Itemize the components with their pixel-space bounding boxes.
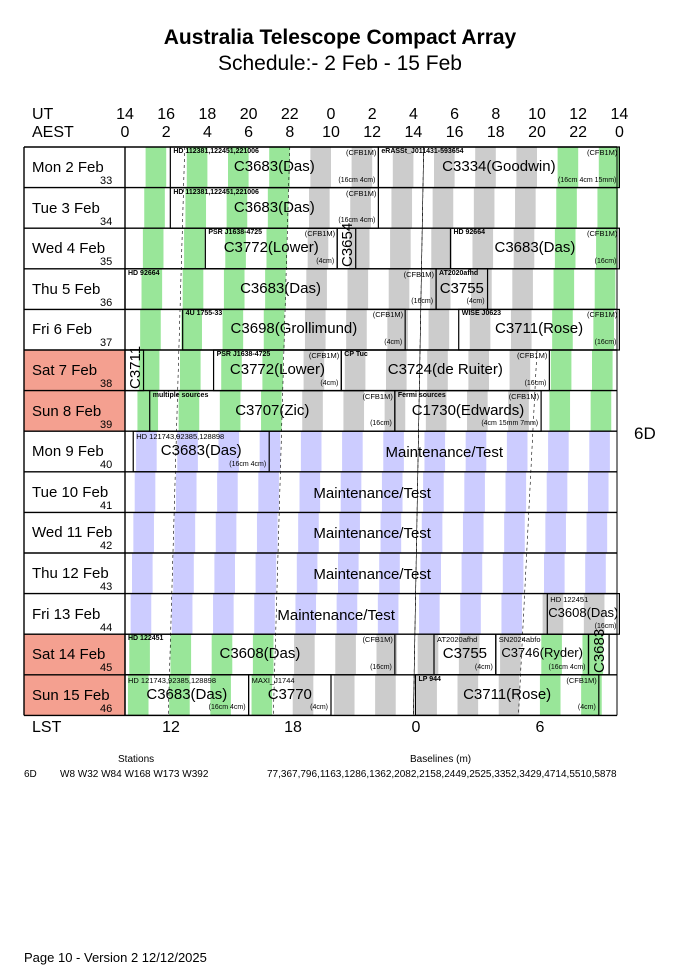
ut-tick: 4 (408, 106, 418, 123)
day-label: Wed 11 Feb (32, 524, 113, 542)
lst-stripe (334, 675, 355, 716)
source-label: HD 112381,122451,221006 (173, 188, 259, 196)
day-number: 38 (100, 378, 113, 390)
day-number: 33 (100, 175, 113, 187)
ut-tick: 2 (367, 106, 377, 123)
project-label: C3770 (267, 685, 312, 703)
page-subtitle: Schedule:- 2 Feb - 15 Feb (218, 52, 462, 75)
source-label: HD 92664 (128, 269, 160, 277)
ut-tick: 0 (326, 106, 336, 123)
config-stations: W8 W32 W84 W168 W173 W392 (60, 769, 209, 780)
aest-tick: 0 (614, 124, 624, 141)
ut-tick: 22 (280, 106, 299, 123)
project-label: C3683(Das) (494, 239, 576, 257)
source-label: Fermi sources (397, 391, 446, 399)
lst-stripe (549, 391, 570, 432)
ut-tick: 8 (491, 106, 501, 123)
band-label: (16cm) (524, 379, 547, 387)
lst-stripe (144, 188, 165, 229)
lst-stripe (554, 269, 575, 310)
lst-tick: 12 (162, 719, 180, 736)
day-label: Sun 15 Feb (32, 686, 110, 704)
project-label: Maintenance/Test (313, 566, 431, 583)
lst-axis-label: LST (32, 719, 62, 736)
source-label: PSR J1638-4725 (216, 351, 271, 358)
aest-tick: 16 (445, 124, 464, 141)
band-label: (16cm) (594, 339, 617, 346)
lst-stripe (591, 391, 612, 432)
project-label: C3683(Das) (233, 198, 315, 216)
aest-tick: 4 (202, 124, 212, 141)
project-label: C3711(Rose) (495, 320, 584, 338)
lst-stripe (595, 269, 616, 310)
lst-stripe (140, 309, 161, 350)
band-label: (16cm 4cm) (208, 704, 246, 712)
project-label: Maintenance/Test (277, 606, 395, 624)
aest-tick: 20 (528, 124, 546, 141)
project-label: C3755 (442, 645, 487, 663)
source-label: WISE J0623 (461, 310, 502, 318)
stations-heading: Stations (118, 754, 155, 765)
day-label: Sun 8 Feb (32, 402, 102, 420)
project-label: Maintenance/Test (313, 525, 431, 543)
project-label: Maintenance/Test (385, 444, 504, 462)
band-label: (4cm) (316, 257, 335, 265)
day-number: 35 (100, 256, 113, 269)
project-label: C3711(Rose) (463, 685, 552, 703)
correlator-config: (CFB1M) (516, 351, 548, 360)
source-label: CP Tuc (344, 351, 368, 358)
band-label: (16cm) (594, 257, 617, 265)
aest-tick: 18 (486, 124, 505, 141)
band-label: (16cm 4cm 15mm) (558, 176, 617, 184)
correlator-config: (CFB1M) (362, 391, 393, 401)
project-label-vertical: C3654 (339, 222, 357, 267)
lst-stripe (515, 188, 536, 229)
baselines-heading: Baselines (m) (410, 754, 472, 765)
project-label: Maintenance/Test (313, 484, 431, 502)
project-label: C3683(Das) (160, 442, 242, 460)
config-name: 6D (24, 769, 37, 780)
project-label: C3698(Grollimund) (230, 320, 358, 338)
ut-tick: 16 (157, 106, 176, 123)
day-label: Wed 4 Feb (32, 240, 106, 258)
project-label: C3772(Lower) (229, 361, 325, 378)
band-label: (16cm 4cm) (548, 663, 586, 671)
project-label: C3683(Das) (233, 158, 315, 175)
source-label: eRASSt_J011431-593654 (381, 148, 464, 155)
day-label: Mon 9 Feb (32, 443, 104, 461)
project-label: C3334(Goodwin) (442, 158, 556, 175)
correlator-config: (CFB1M) (508, 391, 540, 401)
project-label: C3755 (439, 279, 484, 297)
project-label: C3608(Das) (548, 604, 619, 620)
source-label: HD 122451 (128, 635, 164, 643)
lst-stripe (146, 147, 167, 188)
day-number: 40 (100, 459, 113, 472)
day-label: Fri 6 Feb (32, 321, 93, 339)
day-number: 44 (100, 621, 113, 634)
correlator-config: (CFB1M) (308, 351, 340, 360)
source-label: AT2020afhd (437, 635, 478, 645)
day-label: Tue 10 Feb (32, 483, 109, 501)
aest-tick: 0 (120, 124, 130, 141)
lst-stripe (551, 350, 572, 391)
aest-tick: 6 (244, 124, 254, 141)
source-label: PSR J1638-4725 (208, 229, 263, 237)
aest-tick: 10 (322, 124, 340, 141)
lst-tick: 0 (411, 719, 421, 736)
lst-stripe (375, 675, 396, 716)
ut-tick: 6 (450, 106, 460, 123)
lst-stripe (592, 350, 613, 391)
day-label: Fri 13 Feb (32, 605, 101, 623)
day-number: 43 (100, 581, 113, 593)
page-footer: Page 10 - Version 2 12/12/2025 (24, 950, 207, 965)
source-label: LP 944 (418, 675, 441, 683)
source-label: 4U 1755-33 (185, 310, 223, 318)
day-number: 36 (100, 296, 113, 309)
lst-stripe (597, 188, 618, 229)
lst-stripe (391, 188, 412, 229)
band-label: (4cm) (310, 704, 328, 712)
lst-stripe (390, 228, 411, 269)
page-title: Australia Telescope Compact Array (163, 26, 517, 49)
band-label: (16cm 4cm) (338, 217, 376, 225)
band-label: (16cm) (370, 663, 392, 671)
band-label: (4cm) (384, 339, 403, 346)
day-label: Sat 14 Feb (32, 646, 106, 664)
correlator-config: (CFB1M) (586, 310, 618, 320)
source-label: HD 121743,92385,128898 (136, 432, 225, 442)
ut-tick: 10 (528, 106, 546, 123)
correlator-config: (CFB1M) (304, 229, 336, 239)
band-label: (4cm) (577, 704, 596, 712)
source-label: HD 121743,92385,128898 (128, 675, 216, 685)
band-label: (16cm) (370, 420, 392, 428)
aest-tick: 12 (363, 124, 382, 141)
source-label: SN2024abfo (498, 635, 541, 645)
project-label: C3772(Lower) (223, 239, 319, 257)
lst-stripe (433, 188, 454, 229)
aest-tick: 14 (404, 124, 423, 141)
band-label: (16cm 4cm) (338, 176, 376, 184)
ut-tick: 12 (569, 106, 588, 123)
lst-stripe (474, 188, 495, 229)
configuration-label: 6D (634, 424, 656, 443)
day-label: Thu 5 Feb (32, 280, 101, 298)
source-label: HD 112381,122451,221006 (173, 148, 259, 155)
project-label: C3707(Zic) (235, 401, 310, 419)
band-label: (4cm) (320, 379, 339, 387)
lst-stripe (512, 269, 533, 310)
lst-stripe (184, 228, 205, 269)
correlator-config: (CFB1M) (586, 229, 618, 239)
ut-tick: 14 (116, 106, 134, 123)
day-number: 34 (100, 215, 113, 228)
day-number: 46 (100, 702, 113, 715)
band-label: (16cm) (411, 298, 434, 306)
day-label: Sat 7 Feb (32, 362, 98, 379)
day-label: Thu 12 Feb (32, 565, 109, 582)
aest-axis-label: AEST (32, 124, 74, 141)
project-label: C1730(Edwards) (411, 401, 525, 419)
ut-axis-label: UT (32, 106, 54, 123)
project-label: C3746(Ryder) (501, 645, 583, 661)
lst-tick: 18 (284, 719, 302, 736)
band-label: (16cm 4cm) (229, 460, 267, 468)
source-label: HD 92664 (453, 229, 485, 237)
project-label-vertical: C3683 (590, 628, 608, 673)
band-label: (4cm) (466, 298, 485, 306)
day-number: 45 (100, 662, 113, 675)
source-label: HD 122451 (550, 594, 589, 604)
lst-tick: 6 (535, 719, 545, 736)
correlator-config: (CFB1M) (403, 269, 435, 279)
source-label: MAXI_J1744 (251, 675, 295, 685)
project-label: C3683(Das) (240, 279, 321, 297)
correlator-config: (CFB1M) (372, 310, 404, 320)
day-number: 41 (100, 499, 113, 512)
project-label-vertical: C3711 (127, 345, 144, 389)
aest-tick: 2 (161, 124, 171, 141)
source-label: AT2020afhd (439, 269, 479, 277)
project-label: C3683(Das) (146, 685, 228, 703)
correlator-config: (CFB1M) (586, 148, 618, 157)
ut-tick: 14 (610, 106, 629, 123)
project-label: C3724(de Ruiter) (387, 361, 503, 378)
lst-stripe (429, 309, 450, 350)
band-label: (4cm) (474, 663, 493, 671)
lst-stripe (143, 228, 164, 269)
correlator-config: (CFB1M) (566, 675, 597, 685)
lst-stripe (431, 228, 452, 269)
day-number: 39 (100, 418, 113, 431)
project-label: C3608(Das) (219, 645, 301, 663)
aest-tick: 8 (285, 124, 295, 141)
day-number: 42 (100, 540, 113, 553)
lst-stripe (180, 350, 201, 391)
source-label: multiple sources (152, 391, 209, 399)
day-number: 37 (100, 337, 113, 350)
correlator-config: (CFB1M) (345, 148, 377, 157)
correlator-config: (CFB1M) (362, 635, 393, 645)
lst-stripe (556, 188, 577, 229)
correlator-config: (CFB1M) (345, 188, 377, 198)
band-label: (16cm) (594, 623, 617, 631)
day-label: Tue 3 Feb (32, 199, 100, 217)
day-label: Mon 2 Feb (32, 159, 104, 176)
ut-tick: 20 (239, 106, 258, 123)
config-baselines: 77,367,796,1163,1286,1362,2082,2158,2449,2525,3352,3429,4714,5510,5878 (267, 769, 617, 780)
ut-tick: 18 (198, 106, 217, 123)
aest-tick: 22 (569, 124, 588, 141)
band-label: (4cm 15mm 7mm) (481, 420, 539, 428)
